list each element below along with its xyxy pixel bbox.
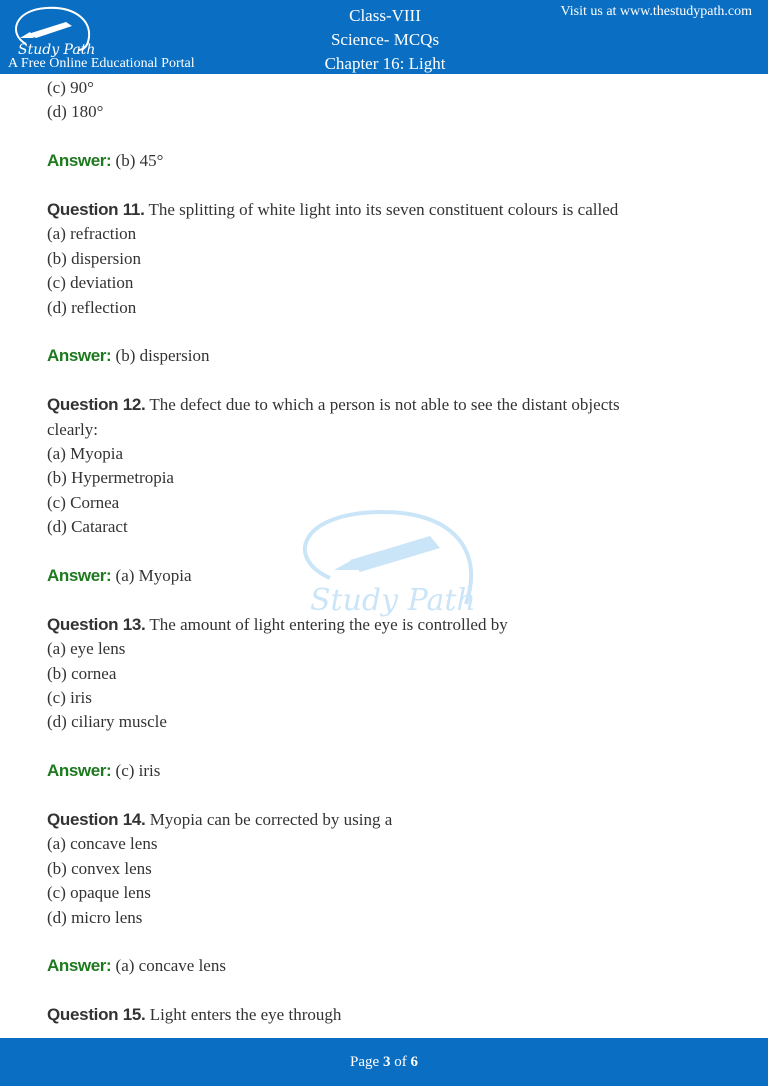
question-label: Question 12. [47,395,146,415]
answer-line [47,344,727,368]
option: (d) 180° [47,102,104,122]
page-total: 6 [410,1054,418,1070]
study-path-logo-icon [6,4,96,58]
page-prefix: Page [350,1054,380,1070]
class-label: Class-VIII [349,6,421,25]
option: (a) Myopia [47,444,124,464]
question-text: Myopia can be corrected by using a [149,810,393,830]
option: (b) Hypermetropia [47,468,174,488]
answer-label: Answer: [47,761,112,781]
answer-label: Answer: [47,566,112,586]
question-label: Question 14. [47,810,146,830]
question-11 [47,198,727,393]
question-text: The defect due to which a person is not able to see the distant objects [149,395,620,415]
option: (c) iris [47,688,92,708]
question-12 [47,393,727,613]
page-current: 3 [382,1054,391,1070]
page-of: of [394,1054,407,1070]
option: (b) convex lens [47,858,152,878]
option: (d) ciliary muscle [47,712,167,732]
option: (c) 90° [47,78,94,97]
question-label: Question 15. [47,1005,146,1025]
answer-value: (a) concave lens [115,956,226,976]
chapter-label: Chapter 16: Light [324,54,446,73]
option: (c) deviation [47,273,134,293]
option: (a) eye lens [47,639,126,659]
option: (b) cornea [47,663,117,683]
option: (c) opaque lens [47,883,151,903]
page-header [0,0,768,74]
header-title-block [290,4,480,76]
question-text: Light enters the eye through [149,1005,342,1025]
answer-line [47,759,727,783]
subject-label: Science- MCQs [330,30,440,49]
mcq-content [47,76,727,1028]
question-text: The splitting of white light into its seven constituent colours is called [148,200,619,219]
page-footer [0,1038,768,1086]
tagline: A Free Online Educational Portal [8,56,195,71]
svg-text:Study Path: Study Path [310,583,476,618]
question-14 [47,808,727,1003]
question-text-cont: clearly: [47,419,98,439]
answer-label: Answer: [47,346,112,366]
question-15 [47,1003,727,1027]
answer-line [47,564,727,588]
option: (b) dispersion [47,248,141,268]
answer-label: Answer: [47,151,112,171]
answer-label: Answer: [47,956,112,976]
answer-value: (b) 45° [115,151,164,171]
question-label: Question 11. [47,200,145,219]
option: (a) refraction [47,224,137,244]
question-text: The amount of light entering the eye is controlled by [149,614,508,634]
website-link[interactable]: Visit us at www.thestudypath.com [560,4,752,19]
question-13 [47,613,727,808]
option: (c) Cornea [47,492,120,512]
option: (d) micro lens [47,907,143,927]
answer-line [47,954,727,978]
answer-value: (a) Myopia [115,566,192,586]
question-label: Question 13. [47,614,146,634]
answer-value: (c) iris [115,761,161,781]
answer-value: (b) dispersion [115,346,210,366]
option: (d) Cataract [47,517,128,537]
answer-line [47,149,727,173]
option: (d) reflection [47,297,137,317]
option: (a) concave lens [47,834,158,854]
svg-text:Study Path: Study Path [18,42,96,58]
